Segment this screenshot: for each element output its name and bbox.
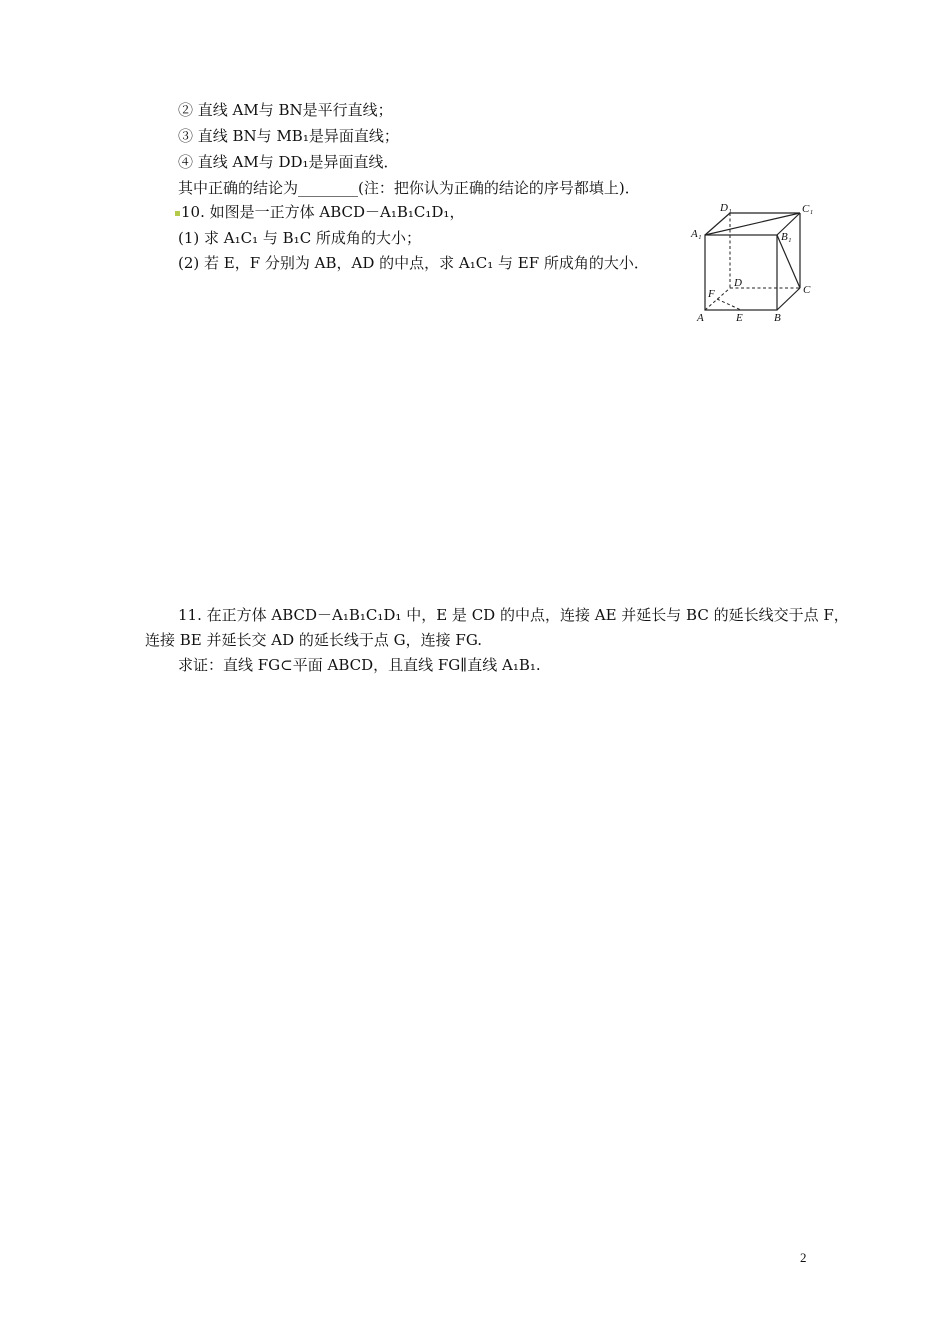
question-11-line-2: 连接 BE 并延长交 AD 的延长线于点 G，连接 FG. bbox=[145, 631, 483, 649]
hidden-segment-f-e bbox=[717, 299, 741, 310]
label-a1: A₁ bbox=[691, 228, 702, 240]
question-10-part-1: (1) 求 A₁C₁ 与 B₁C 所成角的大小； bbox=[178, 229, 421, 247]
cube-front-face bbox=[705, 235, 777, 310]
label-b1: B₁ bbox=[781, 231, 792, 243]
label-b: B bbox=[774, 312, 781, 324]
page-number: 2 bbox=[800, 1250, 807, 1265]
cube-figure bbox=[690, 200, 840, 325]
statement-2: ② 直线 AM与 BN是平行直线； bbox=[178, 101, 393, 119]
label-a: A bbox=[697, 312, 704, 324]
label-e: E bbox=[736, 312, 743, 324]
label-c: C bbox=[803, 284, 811, 296]
question-10-title: 10. 如图是一正方体 ABCD－A₁B₁C₁D₁， bbox=[181, 203, 465, 221]
question-10-part-2: (2) 若 E，F 分别为 AB，AD 的中点，求 A₁C₁ 与 EF 所成角的大小． bbox=[178, 254, 649, 272]
answer-prompt: 其中正确的结论为________(注：把你认为正确的结论的序号都填上)． bbox=[178, 179, 640, 197]
statement-3: ③ 直线 BN与 MB₁是异面直线； bbox=[178, 127, 399, 145]
label-f: F bbox=[708, 288, 715, 300]
edge-b-c bbox=[777, 288, 800, 310]
label-d1: D₁ bbox=[720, 202, 732, 214]
statement-4: ④ 直线 AM与 DD₁是异面直线． bbox=[178, 153, 399, 171]
label-c1: C₁ bbox=[802, 203, 814, 215]
label-d: D bbox=[734, 277, 742, 289]
question-11-line-1: 11. 在正方体 ABCD－A₁B₁C₁D₁ 中，E 是 CD 的中点，连接 AE 并延长与 BC 的延长线交于点 F， bbox=[178, 606, 849, 624]
question-11-proof-prompt: 求证：直线 FG⊂平面 ABCD，且直线 FG∥直线 A₁B₁. bbox=[178, 656, 541, 674]
green-marker bbox=[175, 211, 180, 216]
